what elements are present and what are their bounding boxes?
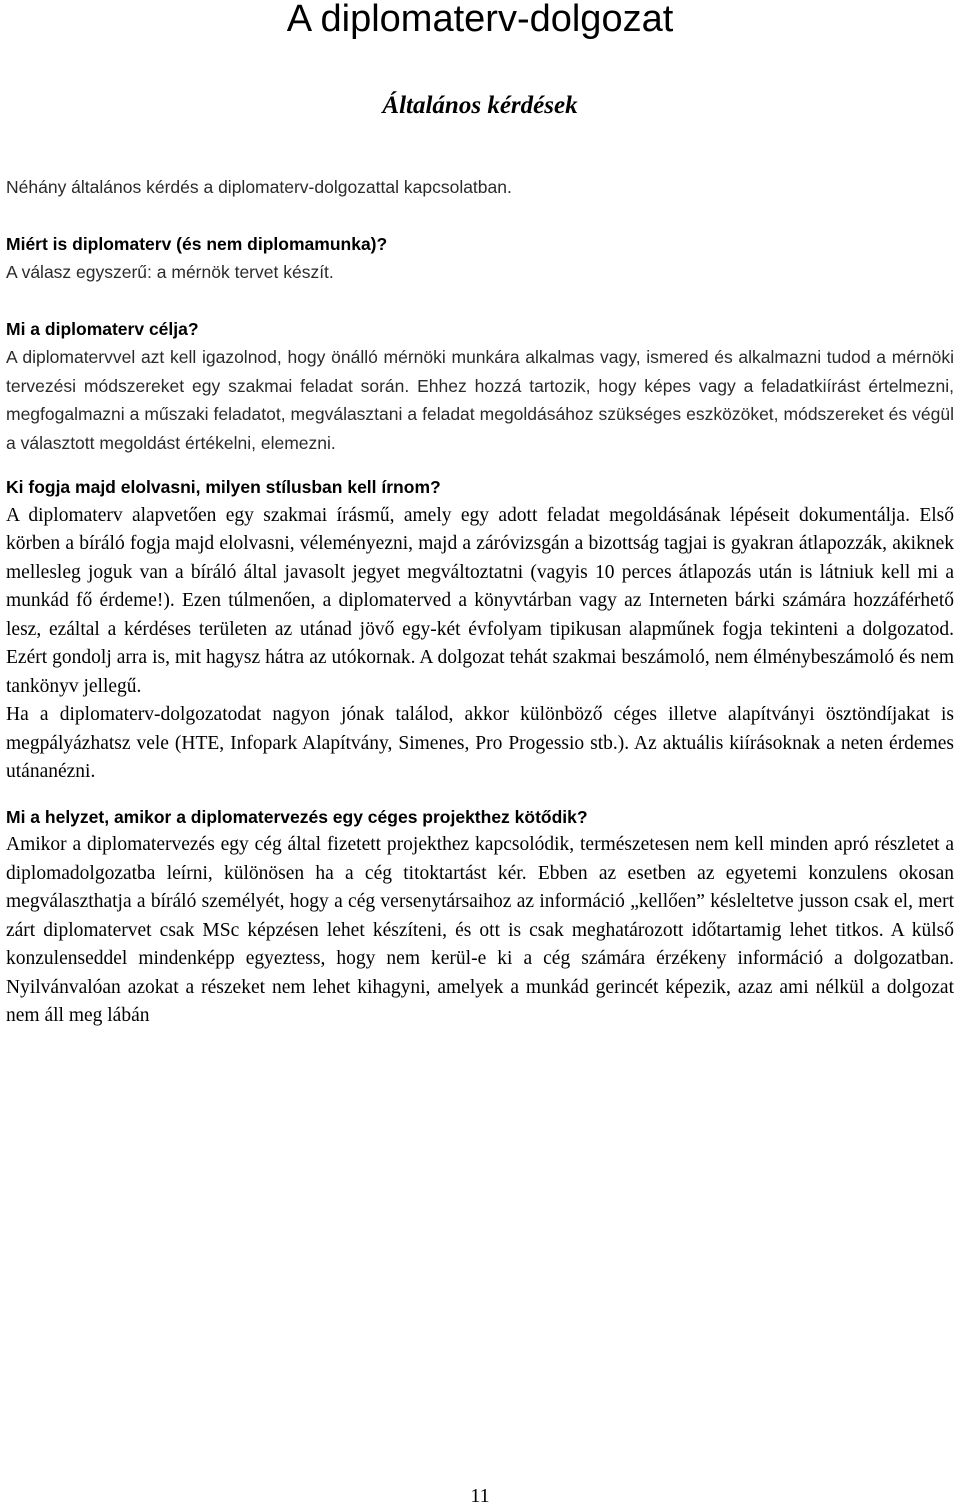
question-heading: Mi a diplomaterv célja?: [6, 318, 199, 339]
section-company-project: [6, 803, 954, 1031]
page-number: 11: [470, 1485, 490, 1507]
question-heading: Miért is diplomaterv (és nem diplomamunka)?: [6, 233, 388, 254]
question-heading: Ki fogja majd elolvasni, milyen stílusban kell írnom?: [6, 477, 441, 497]
intro-paragraph: Néhány általános kérdés a diplomaterv-dolgozattal kapcsolatban.: [6, 177, 512, 197]
section-why-diplomaterv: [6, 230, 954, 287]
answer-paragraph: A válasz egyszerű: a mérnök tervet készít.: [6, 262, 334, 282]
section-readers-style: [6, 473, 954, 787]
answer-paragraph: A diplomatervvel azt kell igazolnod, hogy önálló mérnöki munkára alkalmas vagy, ismered és alkalmazni tudod a mérnöki tervezési módszereket egy szakmai feladat során. Ehhez hozzá tartozik, hogy képes vagy a feladatkiírást értelmezni, megfogalmazni a műszaki feladatot, megválasztani a feladat megoldásához szükséges eszközöket, módszereket és végül a választott megoldást értékelni, elemezni.: [6, 347, 954, 453]
answer-paragraph: A diplomaterv alapvetően egy szakmai írásmű, amely egy adott feladat megoldásának lépéseit dokumentálja. Első körben a bíráló fogja majd elolvasni, véleményezni, majd a záróvizsgán a bizottság tagjai is gyakran átlapozzák, akiknek mellesleg joguk van a bíráló által javasolt jegyet megváltoztatni (vagyis 10 perces átlapozás után is látniuk kell mi a munkád fő érdeme!). Ezen túlmenően, a diplomaterved a könyvtárban vagy az Interneten bárki számára hozzáférhető lesz, ezáltal a kérdéses területen az utánad jövő egy-két évfolyam tipikusan alapműnek fogja tekinteni a dolgozatod. Ezért gondolj arra is, mit hagysz hátra az utókornak. A dolgozat tehát szakmai beszámoló, nem élménybeszámoló és nem tankönyv jellegű.: [6, 504, 954, 697]
section-goal: [6, 315, 954, 458]
page-title: A diplomaterv-dolgozat: [286, 0, 674, 40]
section-subtitle: Általános kérdések: [382, 92, 578, 119]
document-body: [6, 173, 954, 1031]
answer-paragraph: Amikor a diplomatervezés egy cég által fizetett projekthez kapcsolódik, természetesen nem kell minden apró részletet a diplomadolgozatba leírni, különösen ha a cég titoktartást kér. Ebben az esetben az egyetemi konzulens okosan megválaszthatja a bíráló személyét, hogy a cég versenytársaihoz az információ „kellően” késleltetve jusson csak el, mert zárt diplomatervet csak MSc képzésen lehet készíteni, és ott is csak meghatározott időtartamig lehet titkos. A külső konzulenseddel mindenképp egyeztess, hogy nem kerül-e ki a cég számára érzékeny információ a dolgozatban. Nyilvánvalóan azokat a részeket nem lehet kihagyni, amelyek a munkád gerincét képezik, azaz ami nélkül a dolgozat nem áll meg lábán: [6, 834, 954, 1026]
answer-paragraph-continued: Ha a diplomaterv-dolgozatodat nagyon jónak találod, akkor különböző céges illetve alapítványi ösztöndíjakat is megpályázhatsz vele (HTE, Infopark Alapítvány, Simenes, Pro Progessio stb.). Az aktuális kiírásoknak a neten érdemes utánanézni.: [6, 704, 954, 782]
question-heading: Mi a helyzet, amikor a diplomatervezés egy céges projekthez kötődik?: [6, 806, 588, 827]
